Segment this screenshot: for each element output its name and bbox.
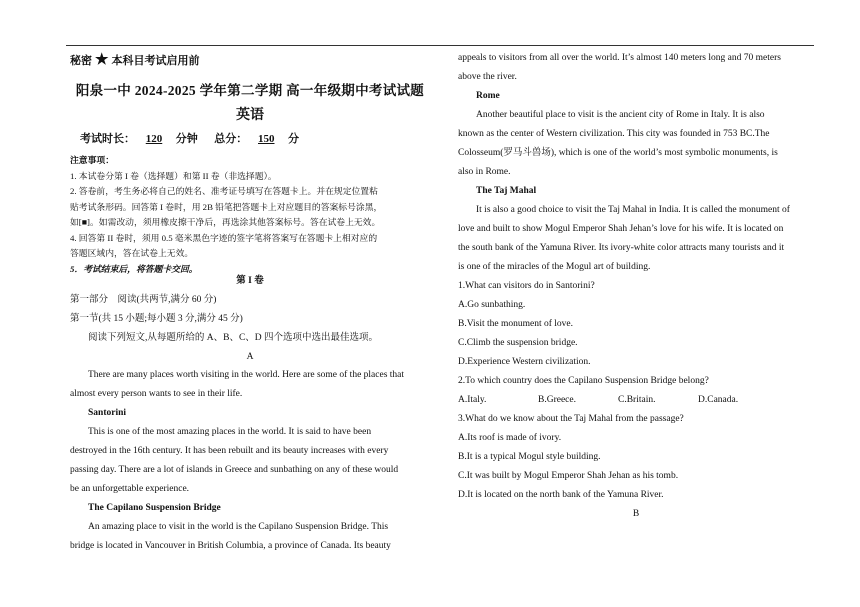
notes-item: 4. 回答第 II 卷时，须用 0.5 毫米黑色字迹的签字笔将答案写在答题卡上相对应的 [70,232,378,243]
notes-item: 如[■]。如需改动，须用橡皮擦干净后，再选涂其他答案标号。答在试卷上无效。 [70,217,381,227]
confidential-mark [70,52,199,68]
question-stem: 1.What can visitors do in Santorini? [458,281,595,291]
score-value: 150 [258,133,275,145]
score-unit: 分 [288,133,299,145]
passage-subheading: The Taj Mahal [476,186,537,196]
answer-option: C.Climb the suspension bridge. [458,338,578,348]
answer-option: D.Experience Western civilization. [458,357,591,367]
passage-line: is one of the miracles of the Mogul art of building. [458,262,651,272]
notes-item: 2. 答卷前，考生务必将自己的姓名、准考证号填写在答题卡上。并在规定位置粘 [70,186,378,196]
secret-note: 本科目考试启用前 [111,55,200,67]
passage-line: This is one of the most amazing places in the world. It is said to have been [88,427,372,437]
time-value: 120 [145,133,163,145]
answer-option: C.Britain. [618,395,656,405]
answer-option: D.It is located on the north bank of the Yamuna River. [458,490,664,500]
notes-final: 5．考试结束后，将答题卡交回。 [70,263,198,274]
passage-line: love and built to show Mogul Emperor Shah Jehan’s love for his wife. It is located on [458,224,784,234]
passage-line: appeals to visitors from all over the world. It’s almost 140 meters long and 70 meters [458,53,781,63]
passage-line: Another beautiful place to visit is the ancient city of Rome in Italy. It is also [476,110,765,120]
score-label: 总分： [214,133,248,145]
options-row [458,391,778,410]
passage-right-column [458,49,814,524]
passage-line: almost every person wants to see in their life. [70,389,243,399]
answer-option: B.It is a typical Mogul style building. [458,452,601,462]
passage-line: Colosseum(罗马斗兽场), which is one of the world’s most symbolic monuments, is [458,148,778,158]
notes-item: 1. 本试卷分第 I 卷（选择题）和第 II 卷（非选择题）。 [70,170,277,181]
passage-subheading: The Capilano Suspension Bridge [88,503,221,513]
next-passage-label: B [632,509,640,519]
instruction-text: 阅读下列短文,从每题所给的 A、B、C、D 四个选项中选出最佳选项。 [88,333,379,343]
answer-option: C.It was built by Mogul Emperor Shah Jehan as his tomb. [458,471,679,481]
question-stem: 2.To which country does the Capilano Suspension Bridge belong? [458,376,709,386]
star-icon: ★ [95,51,109,68]
passage-line: destroyed in the 16th century. It has been rebuilt and its beauty increases with every [70,446,389,456]
notes-item: 答题区域内，答在试卷上无效。 [70,248,194,258]
answer-option: A.Its roof is made of ivory. [458,433,562,443]
passage-line: It is also a good choice to visit the Taj Mahal in India. It is called the monument of [476,205,790,215]
passage-label: A [246,352,254,362]
part-heading: 第一部分 阅读(共两节,满分 60 分) [70,295,217,305]
passage-line: bridge is located in Vancouver in British Columbia, a province of Canada. Its beauty [70,541,391,551]
volume-heading: 第 I 卷 [236,276,264,286]
passage-line: above the river. [458,72,517,82]
passage-line: There are many places worth visiting in the world. Here are some of the places that [88,370,405,380]
passage-line: be an unforgettable experience. [70,484,190,494]
passage-line: An amazing place to visit in the world is the Capilano Suspension Bridge. This [88,522,389,532]
passage-subheading: Rome [476,91,500,101]
answer-option: A.Go sunbathing. [458,300,526,310]
passage-subheading: Santorini [88,408,127,418]
time-label: 考试时长： [80,133,135,145]
passage-line: passing day. There are a lot of islands in Greece and sunbathing on any of these would [70,465,399,475]
answer-option: B.Greece. [538,395,576,405]
question-stem: 3.What do we know about the Taj Mahal from the passage? [458,414,684,424]
notes-heading: 注意事项： [70,155,114,165]
section-intro [70,272,430,367]
header-rule [66,45,814,46]
subsection-heading: 第一节(共 15 小题;每小题 3 分,满分 45 分) [70,314,243,324]
answer-option: A.Italy. [458,395,487,405]
passage-line: also in Rome. [458,167,511,177]
answer-option: D.Canada. [698,395,739,405]
notes-item: 贴考试条形码。回答第 I 卷时，用 2B 铅笔把答题卡上对应题目的答案标号涂黑， [70,201,383,212]
passage-line: the south bank of the Yamuna River. Its ivory-white color attracts many tourists and it [458,243,785,253]
passage-left-column [70,366,430,556]
exam-notes [70,153,430,277]
passage-line: known as the center of Western civilization. This city was founded in 753 BC.The [458,129,770,139]
answer-option: B.Visit the monument of love. [458,319,574,329]
exam-title: 阳泉一中 2024-2025 学年第二学期 高一年级期中考试试题 [75,83,425,98]
exam-duration-line [80,130,299,146]
exam-subject: 英语 [236,108,264,123]
time-unit: 分钟 [175,133,198,145]
secret-label: 秘密 [70,55,92,67]
